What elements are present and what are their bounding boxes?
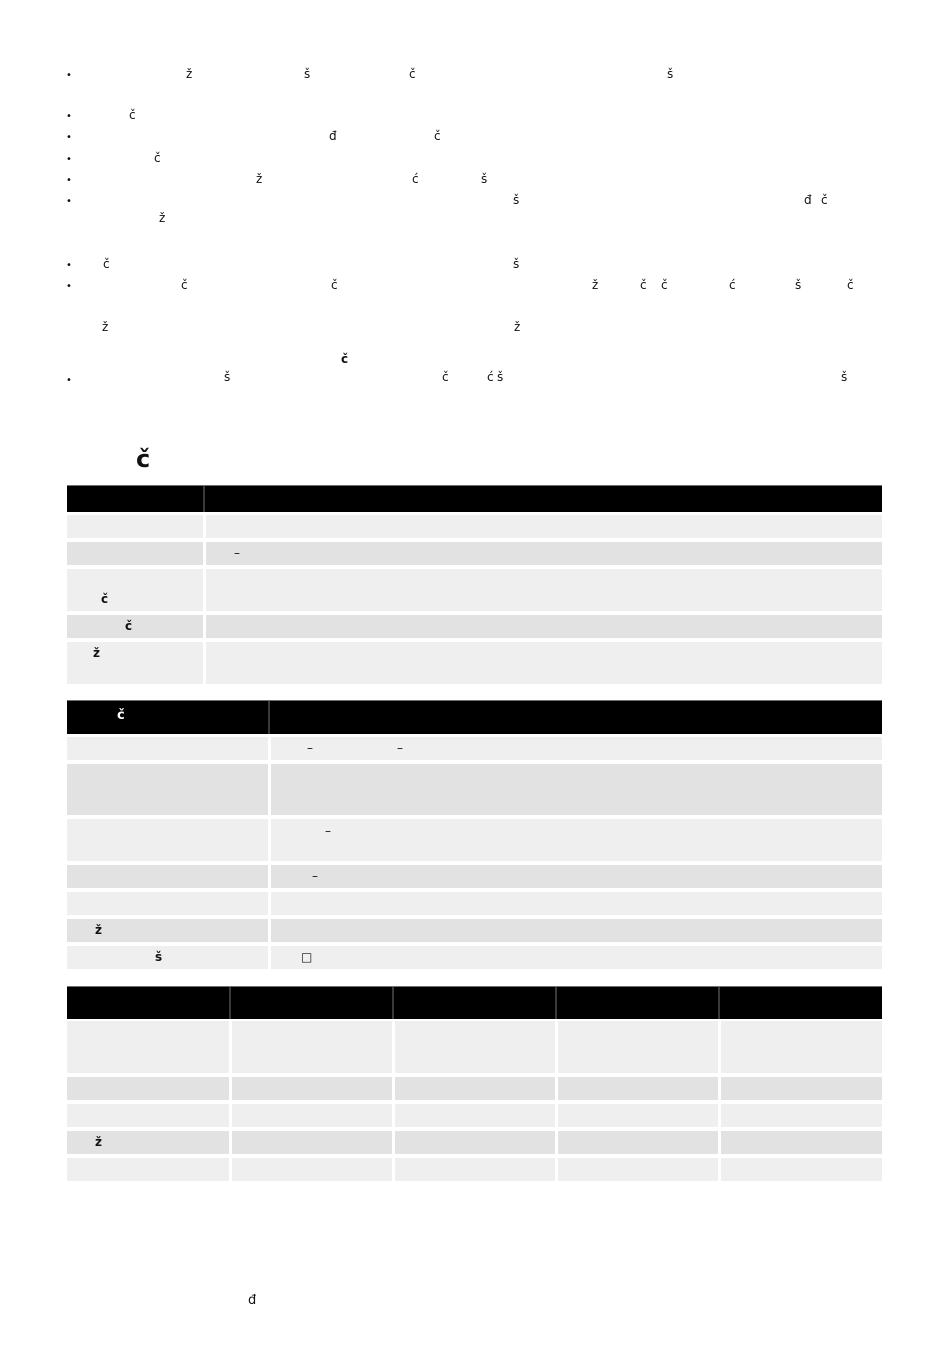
list-item-glyph: đ xyxy=(804,193,812,207)
list-item-glyph: ć xyxy=(412,172,419,186)
column-divider xyxy=(555,987,557,1019)
table-row xyxy=(67,542,882,565)
list-item-glyph: š xyxy=(304,67,311,81)
list-item-glyph: š xyxy=(497,370,504,384)
table-cell: ž xyxy=(95,1135,102,1149)
table-row xyxy=(67,1131,882,1154)
table-cell: – xyxy=(234,546,240,560)
table-header xyxy=(67,485,882,512)
bullet-marker: • xyxy=(66,375,72,386)
list-item-glyph: đ xyxy=(329,129,337,143)
table-row xyxy=(67,569,882,611)
list-item-glyph: č xyxy=(129,108,136,122)
table-cell: š xyxy=(155,950,163,964)
table-cell: č xyxy=(125,619,133,633)
list-item-glyph: č xyxy=(331,278,338,292)
list-item-glyph: ć xyxy=(729,278,736,292)
table-cell: č xyxy=(101,592,109,606)
bullet-marker: • xyxy=(66,111,72,122)
list-item-glyph: č xyxy=(341,352,349,366)
list-item-glyph: ž xyxy=(186,67,193,81)
table-cell: – xyxy=(307,741,313,755)
bullet-marker: • xyxy=(66,175,72,186)
footer-text: đ xyxy=(248,1293,257,1308)
list-item-glyph: č xyxy=(154,151,161,165)
list-item-glyph: ž xyxy=(592,278,599,292)
table-row xyxy=(67,819,882,861)
list-item-glyph: č xyxy=(181,278,188,292)
list-item-glyph: č xyxy=(821,193,828,207)
list-item-glyph: ž xyxy=(514,320,521,334)
table-row xyxy=(67,642,882,684)
list-item-glyph: č xyxy=(640,278,647,292)
table-cell: ž xyxy=(95,923,102,937)
table-row xyxy=(67,515,882,538)
column-divider xyxy=(718,987,720,1019)
list-item-glyph: š xyxy=(513,193,520,207)
table-row xyxy=(67,892,882,915)
list-item-glyph: ž xyxy=(256,172,263,186)
table-cell: – xyxy=(312,869,318,883)
list-item-glyph: ć xyxy=(487,370,494,384)
list-item-glyph: ž xyxy=(159,211,166,225)
table-row xyxy=(67,865,882,888)
list-item-glyph: š xyxy=(224,370,231,384)
list-item-glyph: č xyxy=(103,257,110,271)
table-header xyxy=(67,986,882,1019)
column-divider xyxy=(392,987,394,1019)
table-cell: – xyxy=(397,741,403,755)
bullet-marker: • xyxy=(66,154,72,165)
bullet-marker: • xyxy=(66,281,72,292)
table-header-cell: č xyxy=(117,708,125,723)
section-heading: č xyxy=(136,445,151,473)
list-item-glyph: š xyxy=(481,172,488,186)
list-item-glyph: š xyxy=(841,370,848,384)
table-3 xyxy=(67,986,882,1184)
table-row xyxy=(67,737,882,760)
table-row xyxy=(67,1021,882,1073)
bullet-marker: • xyxy=(66,70,72,81)
bullet-marker: • xyxy=(66,196,72,207)
list-item-glyph: č xyxy=(434,129,441,143)
table-1 xyxy=(67,485,882,685)
table-row xyxy=(67,946,882,969)
bullet-marker: • xyxy=(66,260,72,271)
list-item-glyph: č xyxy=(661,278,668,292)
table-row xyxy=(67,615,882,638)
table-cell: – xyxy=(325,824,331,838)
list-item-glyph: č xyxy=(409,67,416,81)
list-item-glyph: č xyxy=(442,370,449,384)
column-divider xyxy=(229,987,231,1019)
table-row xyxy=(67,764,882,815)
checkbox-icon[interactable]: □ xyxy=(301,950,313,964)
table-row xyxy=(67,1104,882,1127)
column-divider xyxy=(203,486,205,512)
table-row xyxy=(67,919,882,942)
bullet-marker: • xyxy=(66,132,72,143)
list-item-glyph: ž xyxy=(102,320,109,334)
column-divider xyxy=(268,701,270,734)
table-row xyxy=(67,1158,882,1181)
table-2 xyxy=(67,700,882,972)
list-item-glyph: č xyxy=(847,278,854,292)
list-item-glyph: š xyxy=(795,278,802,292)
list-item-glyph: š xyxy=(667,67,674,81)
table-cell: ž xyxy=(93,646,100,660)
table-row xyxy=(67,1077,882,1100)
list-item-glyph: š xyxy=(513,257,520,271)
table-header xyxy=(67,700,882,734)
